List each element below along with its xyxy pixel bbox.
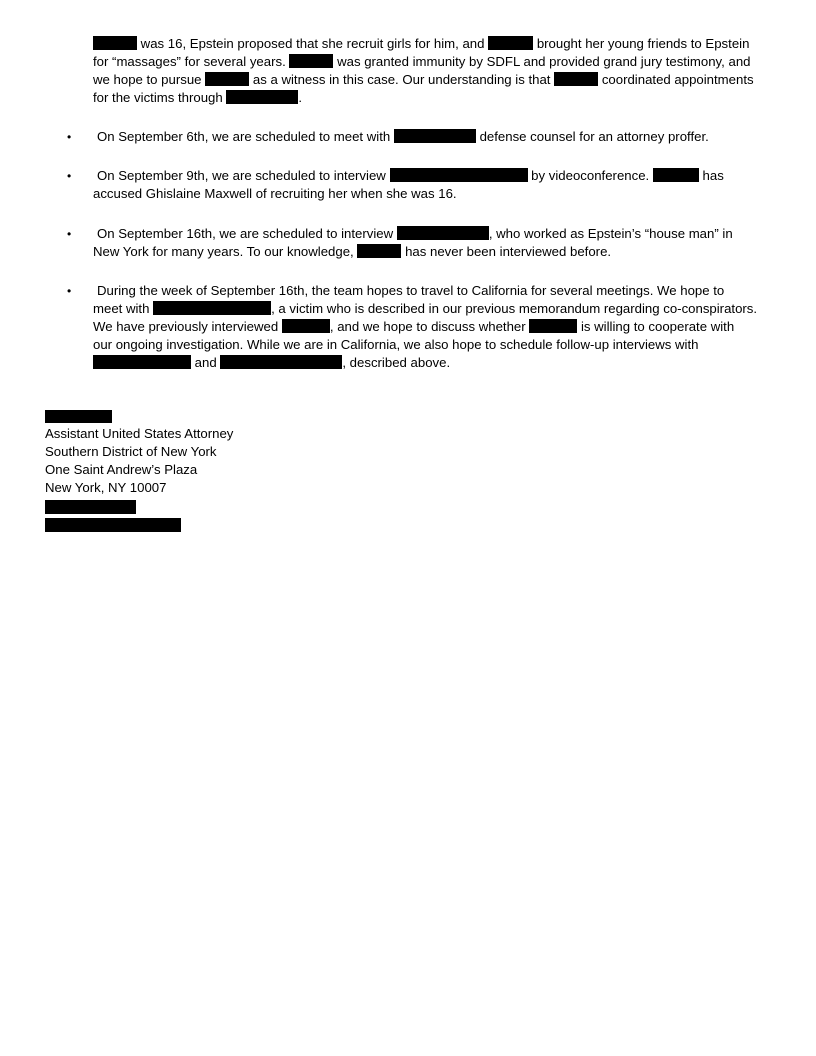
redaction-bar xyxy=(488,36,533,50)
text-line xyxy=(93,89,302,107)
redaction-bar xyxy=(554,72,598,86)
signature-name-redaction xyxy=(45,410,112,423)
text-line xyxy=(97,225,733,243)
text-span: we hope to pursue xyxy=(93,72,202,87)
signature-email-redaction xyxy=(45,518,181,532)
bullet-glyph: • xyxy=(67,227,72,241)
redaction-bar xyxy=(397,226,489,240)
text-line xyxy=(97,167,724,185)
text-span: was granted immunity by SDFL and provided grand jury testimony, and xyxy=(337,54,751,69)
text-span: coordinated appointments xyxy=(601,72,754,87)
redaction-bar xyxy=(289,54,333,68)
redaction-bar xyxy=(205,72,249,86)
text-span: New York for many years. To our knowledge, xyxy=(93,244,354,259)
signature-office: Southern District of New York xyxy=(45,444,217,459)
redaction-bar xyxy=(529,319,577,333)
text-span: meet with xyxy=(93,301,150,316)
text-line xyxy=(93,300,757,318)
signature-phone-redaction xyxy=(45,500,136,514)
redaction-bar xyxy=(93,355,191,369)
redaction-bar xyxy=(282,319,330,333)
text-line: our ongoing investigation. While we are in California, we also hope to schedule follow-up interviews with xyxy=(93,337,699,352)
text-span: On September 6th, we are scheduled to meet with xyxy=(97,129,391,144)
bullet-glyph: • xyxy=(67,284,72,298)
redaction-bar xyxy=(220,355,342,369)
text-line xyxy=(93,71,754,89)
text-span: and xyxy=(194,355,217,370)
text-span: , who worked as Epstein’s “house man” in xyxy=(488,226,733,241)
text-span: defense counsel for an attorney proffer. xyxy=(479,129,709,144)
text-span: . xyxy=(298,90,303,105)
text-span: brought her young friends to Epstein xyxy=(536,36,750,51)
signature-title: Assistant United States Attorney xyxy=(45,426,234,441)
text-span: has xyxy=(702,168,724,183)
text-span: , described above. xyxy=(342,355,451,370)
text-span: , and we hope to discuss whether xyxy=(329,319,526,334)
signature-address-line2: New York, NY 10007 xyxy=(45,480,167,495)
redaction-bar xyxy=(390,168,528,182)
text-span: for “massages” for several years. xyxy=(93,54,286,69)
signature-address-line1: One Saint Andrew’s Plaza xyxy=(45,462,198,477)
redaction-bar xyxy=(653,168,699,182)
text-span: , a victim who is described in our previous memorandum regarding co-conspirators. xyxy=(271,301,758,316)
text-span: for the victims through xyxy=(93,90,223,105)
text-span: has never been interviewed before. xyxy=(405,244,612,259)
text-line: During the week of September 16th, the team hopes to travel to California for several meetings. We hope to xyxy=(97,283,725,298)
redaction-bar xyxy=(394,129,476,143)
text-line: accused Ghislaine Maxwell of recruiting her when she was 16. xyxy=(93,186,457,201)
text-span: as a witness in this case. Our understanding is that xyxy=(252,72,551,87)
redaction-bar xyxy=(226,90,298,104)
text-line xyxy=(93,354,450,372)
text-span: On September 16th, we are scheduled to interview xyxy=(97,226,394,241)
redaction-bar xyxy=(93,36,137,50)
redaction-bar xyxy=(357,244,401,258)
text-span: is willing to cooperate with xyxy=(580,319,735,334)
text-line xyxy=(93,35,749,53)
text-line xyxy=(93,243,611,261)
bullet-glyph: • xyxy=(67,169,72,183)
text-span: We have previously interviewed xyxy=(93,319,279,334)
text-line xyxy=(97,128,709,146)
text-span: On September 9th, we are scheduled to interview xyxy=(97,168,386,183)
text-line xyxy=(93,53,751,71)
bullet-glyph: • xyxy=(67,130,72,144)
text-span: by videoconference. xyxy=(531,168,650,183)
redaction-bar xyxy=(153,301,271,315)
text-line xyxy=(93,318,734,336)
text-span: was 16, Epstein proposed that she recruit girls for him, and xyxy=(140,36,485,51)
